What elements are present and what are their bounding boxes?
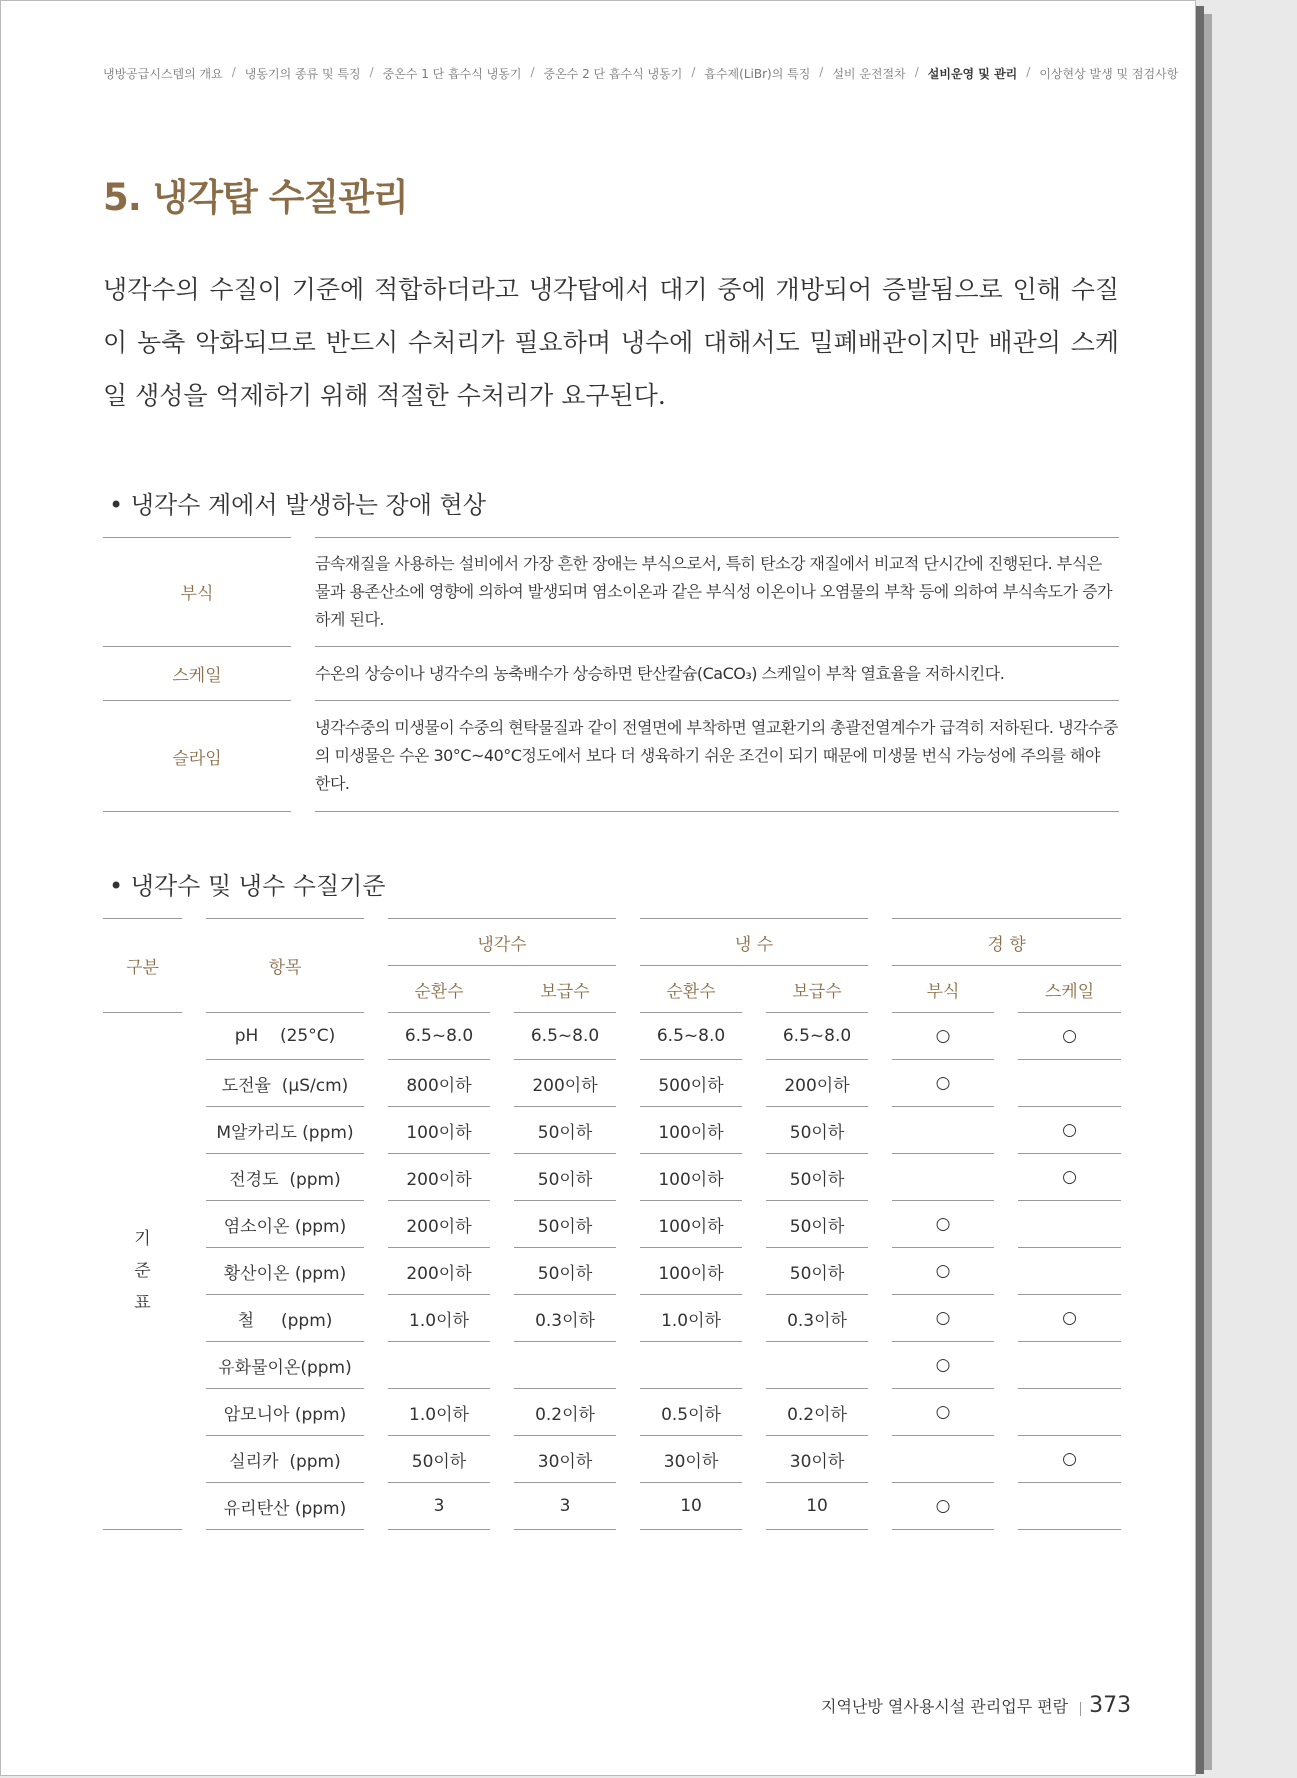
value-cell-t1: [892, 1154, 994, 1201]
page-number: 373: [1089, 1693, 1132, 1718]
value-cell-c4: 30이하: [766, 1436, 868, 1483]
breadcrumb-item[interactable]: 중온수 2 단 흡수식 냉동기: [543, 67, 683, 81]
value-cell-c1: [388, 1342, 490, 1389]
value-cell-t1: ○: [892, 1060, 994, 1107]
value-cell-c4: 0.3이하: [766, 1295, 868, 1342]
category-char: 표: [134, 1293, 151, 1313]
table-row: [103, 1013, 1121, 1060]
breadcrumb-item[interactable]: 설비운영 및 관리: [927, 67, 1018, 81]
value-cell-t2: [1018, 1248, 1121, 1295]
value-cell-t1: ○: [892, 1201, 994, 1248]
item-name: pH (25°C): [206, 1013, 364, 1060]
value-cell-c3: [640, 1342, 742, 1389]
value-cell-t1: [892, 1436, 994, 1483]
value-cell-c2: 50이하: [514, 1248, 616, 1295]
value-cell-c2: 0.3이하: [514, 1295, 616, 1342]
item-name: 유화물이온(ppm): [206, 1342, 364, 1389]
value-cell-c3: 100이하: [640, 1107, 742, 1154]
breadcrumb-item[interactable]: 중온수 1 단 흡수식 냉동기: [382, 67, 522, 81]
header-cooling-water: 냉각수: [388, 918, 616, 966]
value-cell-c2: 6.5~8.0: [514, 1013, 616, 1060]
value-cell-c2: 50이하: [514, 1201, 616, 1248]
value-cell-t2: ○: [1018, 1107, 1121, 1154]
value-cell-c2: 30이하: [514, 1436, 616, 1483]
value-cell-c1: 1.0이하: [388, 1295, 490, 1342]
fault-description: 금속재질을 사용하는 설비에서 가장 흔한 장애는 부식으로서, 특히 탄소강 재질에서 비교적 단시간에 진행된다. 부식은 물과 용존산소에 영향에 의하여 발생되며 염소이온과 같은 부식성 이온이나 오염물의 부착 등에 의하여 부식속도가 증가하게 된다.: [315, 537, 1119, 647]
value-cell-c2: 0.2이하: [514, 1389, 616, 1436]
header-tendency: 경 향: [892, 918, 1121, 966]
value-cell-c2: 3: [514, 1483, 616, 1530]
breadcrumb-item[interactable]: 냉방공급시스템의 개요: [103, 67, 223, 81]
value-cell-t2: ○: [1018, 1154, 1121, 1201]
item-name: 전경도 (ppm): [206, 1154, 364, 1201]
page-edge-shadow: [1204, 14, 1212, 1770]
faults-heading: • 냉각수 계에서 발생하는 장애 현상: [109, 491, 486, 519]
table-row: [103, 1201, 1121, 1248]
value-cell-c3: 100이하: [640, 1201, 742, 1248]
fault-row: [103, 701, 1119, 812]
value-cell-c1: 800이하: [388, 1060, 490, 1107]
fault-term: 슬라임: [103, 701, 291, 812]
intro-paragraph: 냉각수의 수질이 기준에 적합하더라고 냉각탑에서 대기 중에 개방되어 증발됨으로 인해 수질이 농축 악화되므로 반드시 수처리가 필요하며 냉수에 대해서도 밀폐배관이지만 배관의 스케일 생성을 억제하기 위해 적절한 수처리가 요구된다.: [103, 275, 1119, 410]
value-cell-c1: 6.5~8.0: [388, 1013, 490, 1060]
value-cell-c3: 6.5~8.0: [640, 1013, 742, 1060]
header-cooling-makeup: 보급수: [514, 966, 616, 1013]
item-name: M알카리도 (ppm): [206, 1107, 364, 1154]
breadcrumb-separator: /: [819, 65, 824, 79]
header-corrosion: 부식: [892, 966, 994, 1013]
header-chilled-circulating: 순환수: [640, 966, 742, 1013]
value-cell-t1: [892, 1107, 994, 1154]
table-row: [103, 1389, 1121, 1436]
category-char: 준: [134, 1261, 151, 1281]
breadcrumb-item[interactable]: 냉동기의 종류 및 특징: [244, 67, 361, 81]
value-cell-c1: 50이하: [388, 1436, 490, 1483]
value-cell-c3: 100이하: [640, 1154, 742, 1201]
value-cell-c1: 3: [388, 1483, 490, 1530]
header-chilled-water: 냉 수: [640, 918, 868, 966]
header-item: 항목: [206, 918, 364, 1013]
table-row: [103, 1248, 1121, 1295]
breadcrumb-separator: /: [1026, 65, 1031, 79]
value-cell-t2: ○: [1018, 1295, 1121, 1342]
fault-term: 스케일: [103, 647, 291, 701]
value-cell-t2: [1018, 1483, 1121, 1530]
value-cell-t2: [1018, 1342, 1121, 1389]
value-cell-c4: 50이하: [766, 1107, 868, 1154]
table-row: [103, 1436, 1121, 1483]
item-name: 도전율 (μS/cm): [206, 1060, 364, 1107]
fault-row: [103, 537, 1119, 647]
table-body: [103, 1013, 1121, 1530]
value-cell-c2: 200이하: [514, 1060, 616, 1107]
breadcrumb-separator: /: [914, 65, 919, 79]
value-cell-c4: 200이하: [766, 1060, 868, 1107]
value-cell-t1: ○: [892, 1295, 994, 1342]
value-cell-t2: [1018, 1201, 1121, 1248]
value-cell-t1: ○: [892, 1342, 994, 1389]
category-char: 기: [134, 1229, 151, 1249]
value-cell-t1: ○: [892, 1013, 994, 1060]
value-cell-c4: 50이하: [766, 1201, 868, 1248]
header-chilled-makeup: 보급수: [766, 966, 868, 1013]
value-cell-c4: [766, 1342, 868, 1389]
value-cell-c4: 0.2이하: [766, 1389, 868, 1436]
item-name: 철 (ppm): [206, 1295, 364, 1342]
value-cell-t2: [1018, 1389, 1121, 1436]
page-edge-shadow: [1196, 6, 1204, 1774]
table-row: [103, 1295, 1121, 1342]
value-cell-c4: 6.5~8.0: [766, 1013, 868, 1060]
fault-description: 수온의 상승이나 냉각수의 농축배수가 상승하면 탄산칼슘(CaCO₃) 스케일이 부착 열효율을 저하시킨다.: [315, 647, 1119, 701]
value-cell-c3: 30이하: [640, 1436, 742, 1483]
table-row: [103, 1060, 1121, 1107]
value-cell-c4: 50이하: [766, 1248, 868, 1295]
item-name: 황산이온 (ppm): [206, 1248, 364, 1295]
table-row: [103, 1107, 1121, 1154]
section-title: 5. 냉각탑 수질관리: [103, 176, 408, 219]
value-cell-t1: ○: [892, 1483, 994, 1530]
value-cell-t2: ○: [1018, 1013, 1121, 1060]
value-cell-t2: [1018, 1060, 1121, 1107]
header-scale: 스케일: [1018, 966, 1121, 1013]
footer-divider: [1080, 1702, 1081, 1716]
value-cell-c2: 50이하: [514, 1154, 616, 1201]
item-name: 염소이온 (ppm): [206, 1201, 364, 1248]
faults-table: [103, 537, 1119, 812]
header-cooling-circulating: 순환수: [388, 966, 490, 1013]
fault-term: 부식: [103, 537, 291, 647]
fault-row: [103, 647, 1119, 701]
value-cell-c3: 100이하: [640, 1248, 742, 1295]
value-cell-c3: 1.0이하: [640, 1295, 742, 1342]
breadcrumb-item[interactable]: 흡수제(LiBr)의 특징: [704, 67, 811, 81]
breadcrumb-item[interactable]: 설비 운전절차: [832, 67, 906, 81]
value-cell-c3: 0.5이하: [640, 1389, 742, 1436]
breadcrumb-separator: /: [691, 65, 696, 79]
table-row: [103, 1342, 1121, 1389]
item-name: 암모니아 (ppm): [206, 1389, 364, 1436]
standards-heading: • 냉각수 및 냉수 수질기준: [109, 872, 386, 900]
item-name: 실리카 (ppm): [206, 1436, 364, 1483]
value-cell-c1: 200이하: [388, 1201, 490, 1248]
value-cell-t1: ○: [892, 1248, 994, 1295]
breadcrumb: [103, 65, 1179, 82]
value-cell-c4: 10: [766, 1483, 868, 1530]
table-row: [103, 1483, 1121, 1530]
value-cell-c1: 1.0이하: [388, 1389, 490, 1436]
breadcrumb-item[interactable]: 이상현상 발생 및 점검사항: [1039, 67, 1179, 81]
table-row: [103, 1154, 1121, 1201]
value-cell-c1: 100이하: [388, 1107, 490, 1154]
value-cell-c2: [514, 1342, 616, 1389]
header-category: 구분: [103, 918, 182, 1013]
book-title: 지역난방 열사용시설 관리업무 편람: [821, 1697, 1069, 1716]
value-cell-c2: 50이하: [514, 1107, 616, 1154]
breadcrumb-separator: /: [231, 65, 236, 79]
category-label: [103, 1013, 182, 1530]
value-cell-c4: 50이하: [766, 1154, 868, 1201]
value-cell-c3: 500이하: [640, 1060, 742, 1107]
item-name: 유리탄산 (ppm): [206, 1483, 364, 1530]
value-cell-c3: 10: [640, 1483, 742, 1530]
page-footer: [821, 1693, 1131, 1718]
value-cell-t2: ○: [1018, 1436, 1121, 1483]
fault-description: 냉각수중의 미생물이 수중의 현탁물질과 같이 전열면에 부착하면 열교환기의 총괄전열계수가 급격히 저하된다. 냉각수중의 미생물은 수온 30°C~40°C정도에서 보다 더 생육하기 쉬운 조건이 되기 때문에 미생물 번식 가능성에 주의를 해야 한다.: [315, 701, 1119, 812]
value-cell-c1: 200이하: [388, 1248, 490, 1295]
water-quality-table: [103, 918, 1121, 1530]
breadcrumb-separator: /: [530, 65, 535, 79]
value-cell-t1: ○: [892, 1389, 994, 1436]
breadcrumb-separator: /: [369, 65, 374, 79]
value-cell-c1: 200이하: [388, 1154, 490, 1201]
